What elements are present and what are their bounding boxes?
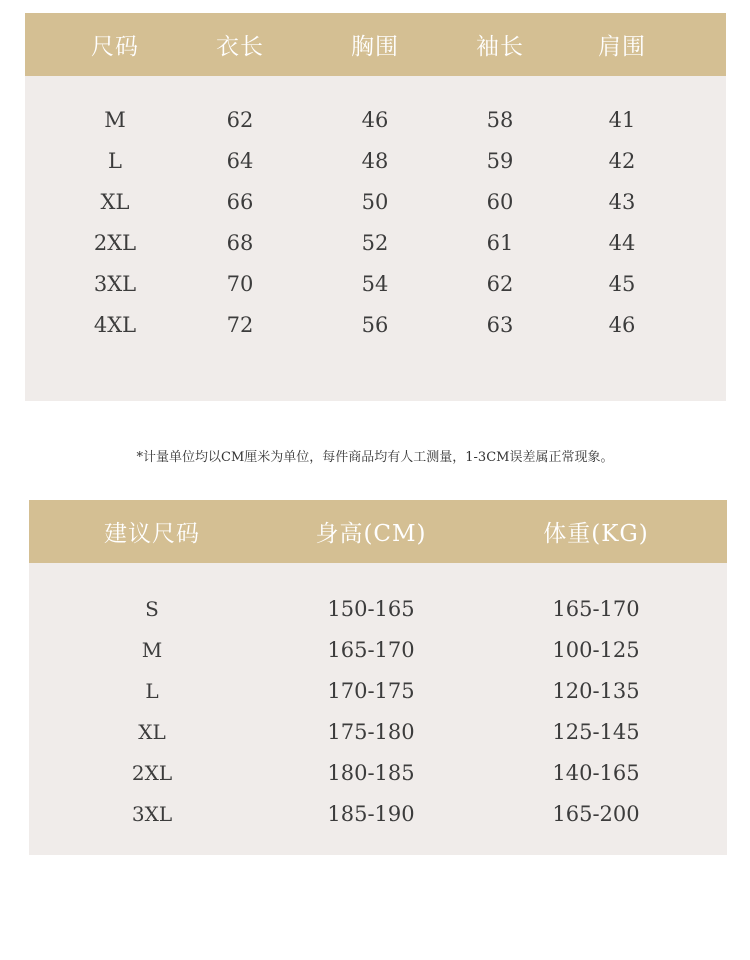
- cell-size: L: [145, 678, 159, 703]
- table-row: [29, 711, 727, 752]
- cell-size: L: [108, 148, 122, 173]
- table-row: [25, 99, 726, 140]
- cell-height: 185-190: [327, 801, 415, 826]
- cell-chest: 56: [361, 312, 389, 337]
- cell-size: M: [104, 107, 126, 132]
- cell-shoulder: 46: [608, 312, 636, 337]
- table-row: [25, 304, 726, 345]
- cell-size: 2XL: [131, 760, 173, 785]
- cell-shoulder: 45: [608, 271, 636, 296]
- cell-weight: 120-135: [552, 678, 640, 703]
- cell-size: XL: [138, 719, 166, 744]
- cell-sleeve: 59: [486, 148, 514, 173]
- cell-sleeve: 63: [486, 312, 514, 337]
- size-chart-table: [25, 13, 726, 401]
- cell-weight: 140-165: [552, 760, 640, 785]
- cell-weight: 100-125: [552, 637, 640, 662]
- cell-length: 62: [226, 107, 254, 132]
- recommended-size-body: [29, 563, 727, 834]
- cell-shoulder: 41: [608, 107, 636, 132]
- cell-shoulder: 42: [608, 148, 636, 173]
- cell-size: M: [141, 637, 163, 662]
- cell-size: 4XL: [93, 312, 137, 337]
- recommended-size-table: [29, 500, 727, 855]
- recommended-size-header: [29, 500, 727, 563]
- header-sleeve: 袖长: [476, 34, 524, 60]
- cell-chest: 52: [361, 230, 389, 255]
- cell-size: 3XL: [131, 801, 173, 826]
- cell-shoulder: 44: [608, 230, 636, 255]
- cell-height: 180-185: [327, 760, 415, 785]
- cell-length: 72: [226, 312, 254, 337]
- size-chart-header: [25, 13, 726, 76]
- table-row: [29, 670, 727, 711]
- table-row: [29, 793, 727, 834]
- table-row: [25, 263, 726, 304]
- cell-sleeve: 58: [486, 107, 514, 132]
- cell-sleeve: 62: [486, 271, 514, 296]
- measurement-note: *计量单位均以CM厘米为单位，每件商品均有人工测量，1-3CM误差属正常现象。: [136, 450, 614, 465]
- cell-size: 2XL: [93, 230, 137, 255]
- size-chart-body: [25, 76, 726, 345]
- header-weight: 体重(KG): [543, 521, 649, 547]
- header-shoulder: 肩围: [598, 34, 646, 60]
- cell-height: 165-170: [327, 637, 415, 662]
- cell-sleeve: 60: [486, 189, 514, 214]
- header-chest: 胸围: [351, 34, 399, 60]
- cell-chest: 48: [361, 148, 389, 173]
- header-recommended-size: 建议尺码: [104, 521, 200, 547]
- cell-height: 150-165: [327, 596, 415, 621]
- cell-length: 70: [226, 271, 254, 296]
- table-row: [29, 629, 727, 670]
- header-length: 衣长: [216, 34, 264, 60]
- cell-length: 66: [226, 189, 254, 214]
- cell-length: 64: [226, 148, 254, 173]
- table-row: [25, 181, 726, 222]
- cell-weight: 165-200: [552, 801, 640, 826]
- table-row: [25, 140, 726, 181]
- header-size: 尺码: [91, 34, 139, 60]
- cell-size: S: [145, 596, 159, 621]
- cell-length: 68: [226, 230, 254, 255]
- cell-chest: 50: [361, 189, 389, 214]
- cell-height: 170-175: [327, 678, 415, 703]
- cell-sleeve: 61: [486, 230, 514, 255]
- cell-weight: 165-170: [552, 596, 640, 621]
- cell-chest: 54: [361, 271, 389, 296]
- cell-size: XL: [100, 189, 130, 214]
- cell-height: 175-180: [327, 719, 415, 744]
- table-row: [29, 588, 727, 629]
- cell-size: 3XL: [93, 271, 137, 296]
- cell-weight: 125-145: [552, 719, 640, 744]
- table-row: [25, 222, 726, 263]
- header-height: 身高(CM): [315, 521, 427, 547]
- cell-shoulder: 43: [608, 189, 636, 214]
- table-row: [29, 752, 727, 793]
- cell-chest: 46: [361, 107, 389, 132]
